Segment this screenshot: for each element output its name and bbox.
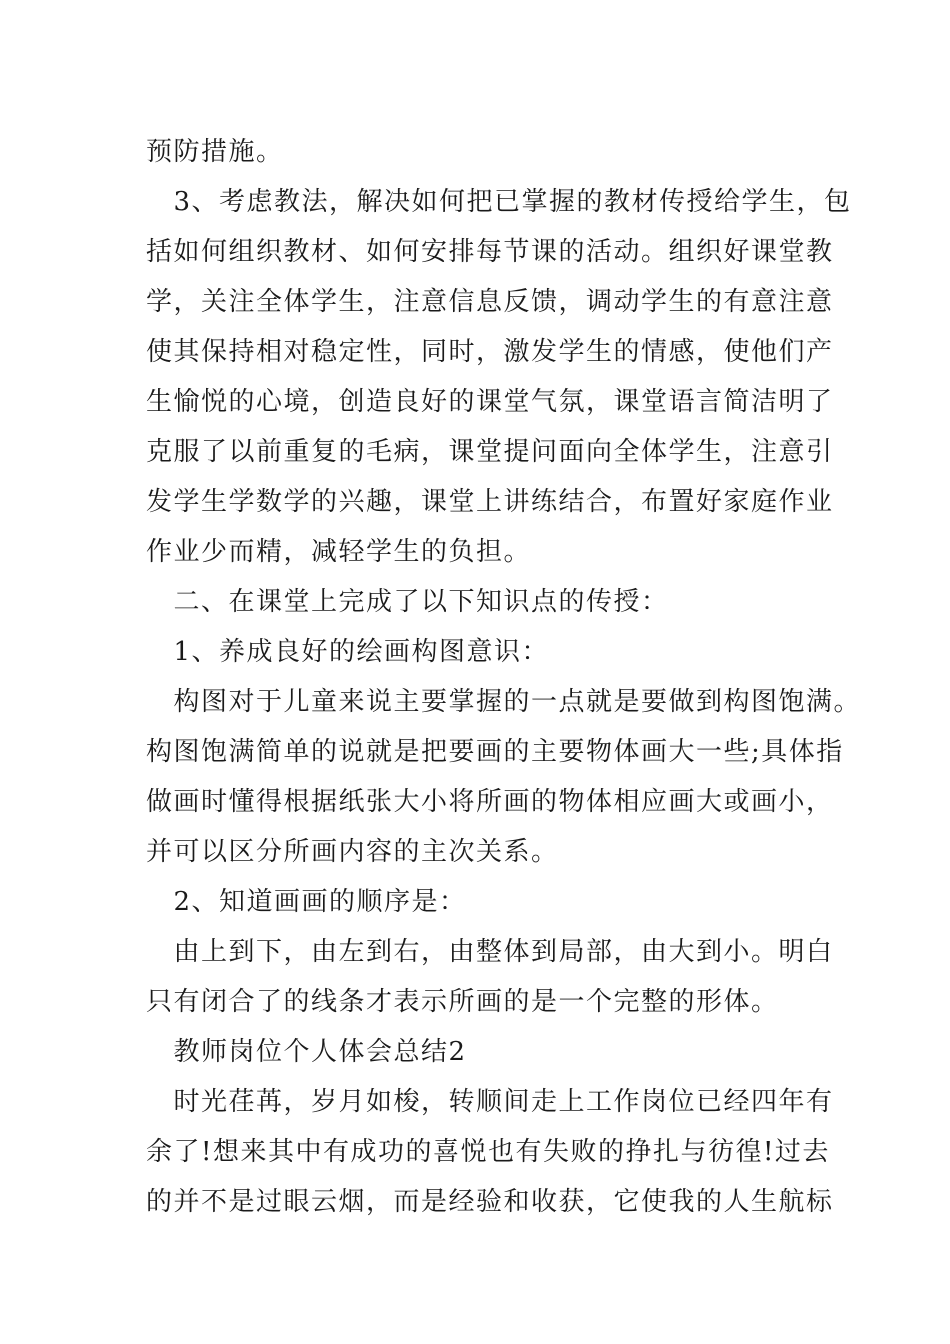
text-line: 只有闭合了的线条才表示所画的是一个完整的形体。 xyxy=(146,987,779,1017)
text-line: 学，关注全体学生，注意信息反馈，调动学生的有意注意 xyxy=(146,287,834,317)
text-line: 时光荏苒，岁月如梭，转顺间走上工作岗位已经四年有 xyxy=(146,1087,834,1117)
section-heading: 教师岗位个人体会总结2 xyxy=(146,1037,467,1067)
text-line: 3、考虑教法，解决如何把已掌握的教材传授给学生，包 xyxy=(146,187,852,217)
text-line: 由上到下，由左到右，由整体到局部，由大到小。明白 xyxy=(146,937,834,967)
text-line: 预防措施。 xyxy=(146,137,284,167)
text-line: 发学生学数学的兴趣，课堂上讲练结合，布置好家庭作业 xyxy=(146,487,834,517)
text-line: 余了!想来其中有成功的喜悦也有失败的挣扎与彷徨!过去 xyxy=(146,1137,830,1167)
text-line: 作业少而精，减轻学生的负担。 xyxy=(146,537,532,567)
text-line: 括如何组织教材、如何安排每节课的活动。组织好课堂教 xyxy=(146,237,834,267)
text-line: 生愉悦的心境，创造良好的课堂气氛，课堂语言简洁明了 xyxy=(146,387,834,417)
text-line: 2、知道画画的顺序是： xyxy=(146,887,467,917)
text-line: 并可以区分所画内容的主次关系。 xyxy=(146,837,559,867)
text-line: 构图对于儿童来说主要掌握的一点就是要做到构图饱满。 xyxy=(146,687,862,717)
text-line: 1、养成良好的绘画构图意识： xyxy=(146,637,550,667)
text-line: 克服了以前重复的毛病，课堂提问面向全体学生，注意引 xyxy=(146,437,834,467)
section-heading: 二、在课堂上完成了以下知识点的传授： xyxy=(146,587,669,617)
text-line: 构图饱满简单的说就是把要画的主要物体画大一些;具体指 xyxy=(146,737,844,767)
text-line: 的并不是过眼云烟，而是经验和收获，它使我的人生航标 xyxy=(146,1187,834,1217)
text-line: 使其保持相对稳定性，同时，激发学生的情感，使他们产 xyxy=(146,337,834,367)
text-line: 做画时懂得根据纸张大小将所画的物体相应画大或画小， xyxy=(146,787,834,817)
